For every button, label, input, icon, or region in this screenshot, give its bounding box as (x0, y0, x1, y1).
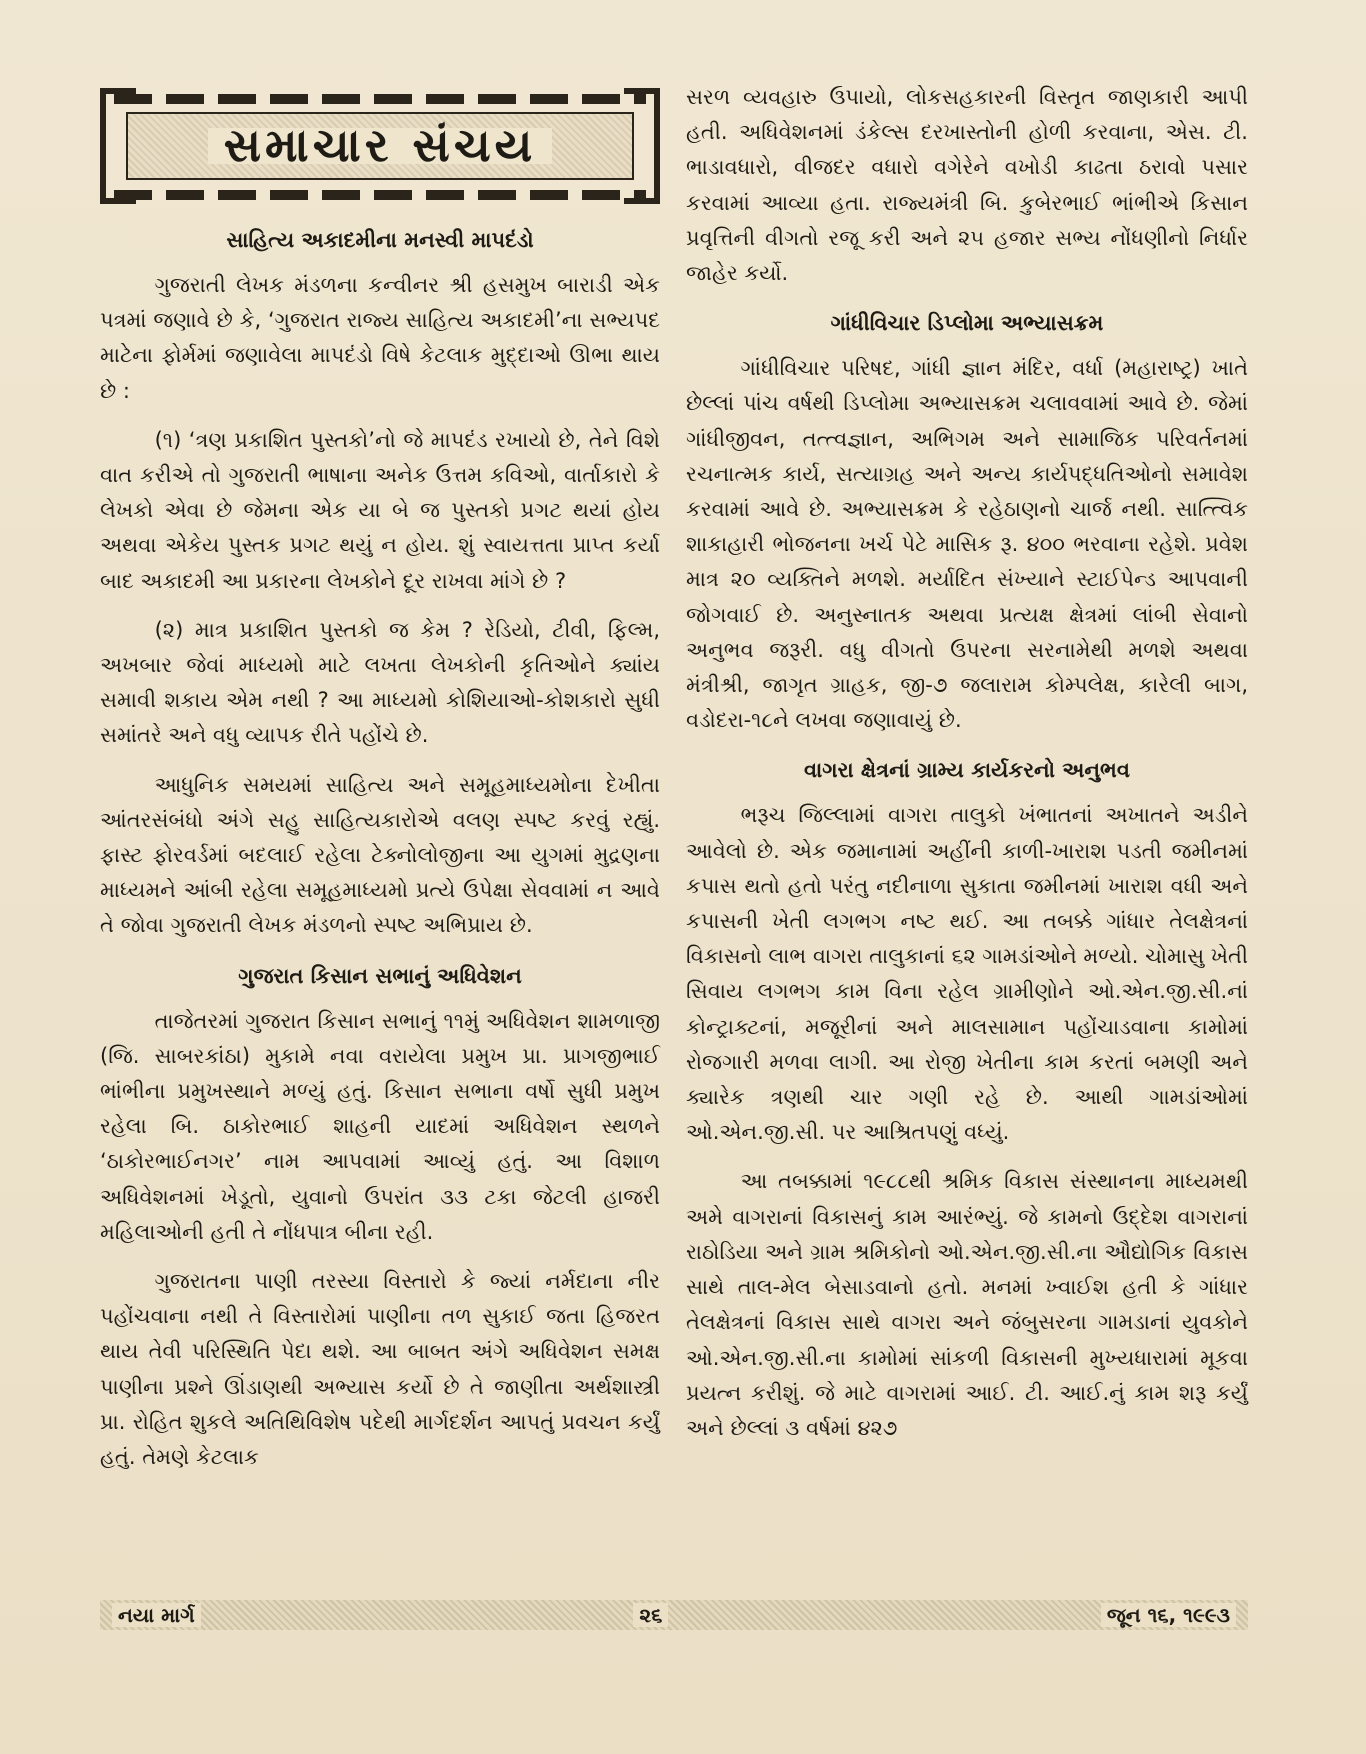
left-column (100, 80, 660, 1489)
paragraph: આધુનિક સમયમાં સાહિત્ય અને સમૂહમાધ્યમોના દેખીતા આંતરસંબંધો અંગે સહુ સાહિત્યકારોએ વલણ સ્પષ્ટ કરવું રહ્યું. ફાસ્ટ ફોરવર્ડમાં બદલાઈ રહેલા ટેક્નોલોજીના આ યુગમાં મુદ્રણના માધ્યમને આંબી રહેલા સમૂહમાધ્યમો પ્રત્યે ઉપેક્ષા સેવવામાં ન આવે તે જોવા ગુજરાતી લેખક મંડળનો સ્પષ્ટ અભિપ્રાય છે. (100, 772, 660, 938)
heading-sahitya-akadami: સાહિત્ય અકાદમીના મનસ્વી માપદંડો (226, 228, 534, 252)
masthead-title: સમાચાર સંચય (208, 128, 553, 163)
paragraph: તાજેતરમાં ગુજરાત કિસાન સભાનું ૧૧મું અધિવેશન શામળાજી (જિ. સાબરકાંઠા) મુકામે નવા વરાયેલા પ્રમુખ પ્રા. પ્રાગજીભાઈ ભાંભીના પ્રમુખસ્થાને મળ્યું હતું. કિસાન સભાના વર્ષો સુધી પ્રમુખ રહેલા બિ. ઠાકોરભાઈ શાહની યાદમાં અધિવેશન સ્થળને ‘ઠાકોરભાઈનગર’ નામ આપવામાં આવ્યું હતું. આ વિશાળ અધિવેશનમાં ખેડૂતો, યુવાનો ઉપરાંત ૩૩ ટકા જેટલી હાજરી મહિલાઓની હતી તે નોંધપાત્ર બીના રહી. (100, 1008, 660, 1244)
paragraph: ભરૂચ જિલ્લામાં વાગરા તાલુકો ખંભાતનાં અખાતને અડીને આવેલો છે. એક જમાનામાં અહીંની કાળી-ખારાશ પડતી જમીનમાં કપાસ થતો હતો પરંતુ નદીનાળા સુકાતા જમીનમાં ખારાશ વધી અને કપાસની ખેતી લગભગ નષ્ટ થઈ. આ તબક્કે ગાંધાર તેલક્ષેત્રનાં વિકાસનો લાભ વાગરા તાલુકાનાં ૬૨ ગામડાંઓને મળ્યો. ચોમાસુ ખેતી સિવાય લગભગ કામ વિના રહેલ ગ્રામીણોને ઓ.એન.જી.સી.નાં કોન્ટ્રાક્ટનાં, મજૂરીનાં અને માલસામાન પહોંચાડવાના કામોમાં રોજગારી મળવા લાગી. આ રોજી ખેતીના કામ કરતાં બમણી અને ક્યારેક ત્રણથી ચાર ગણી રહે છે. આથી ગામડાંઓમાં ઓ.એન.જી.સી. પર આશ્રિતપણું વધ્યું. (686, 803, 1248, 1145)
right-column (686, 80, 1248, 1460)
paragraph: ગુજરાતી લેખક મંડળના કન્વીનર શ્રી હસમુખ બારાડી એક પત્રમાં જણાવે છે કે, ‘ગુજરાત રાજ્ય સાહિત્ય અકાદમી’ના સભ્યપદ માટેના ફોર્મમાં જણાવેલા માપદંડો વિષે કેટલાક મુદ્દાઓ ઊભા થાય છે : (100, 273, 660, 403)
paragraph: ગુજરાતના પાણી તરસ્યા વિસ્તારો કે જ્યાં નર્મદાના નીર પહોંચવાના નથી તે વિસ્તારોમાં પાણીના તળ સુકાઈ જતા હિજરત થાય તેવી પરિસ્થિતિ પેદા થશે. આ બાબત અંગે અધિવેશન સમક્ષ પાણીના પ્રશ્ને ઊંડાણથી અભ્યાસ કર્યો છે તે જાણીતા અર્થશાસ્ત્રી પ્રા. રોહિત શુકલે અતિથિવિશેષ પદેથી માર્ગદર્શન આપતું પ્રવચન કર્યું હતું. તેમણે કેટલાક (100, 1269, 660, 1470)
paragraph: ગાંધીવિચાર પરિષદ, ગાંધી જ્ઞાન મંદિર, વર્ધા (મહારાષ્ટ્ર) ખાતે છેલ્લાં પાંચ વર્ષથી ડિપ્લોમા અભ્યાસક્રમ ચલાવવામાં આવે છે. જેમાં ગાંધીજીવન, તત્ત્વજ્ઞાન, અભિગમ અને સામાજિક પરિવર્તનમાં રચનાત્મક કાર્ય, સત્યાગ્રહ અને અન્ય કાર્યપદ્ધતિઓનો સમાવેશ કરવામાં આવે છે. અભ્યાસક્રમ કે રહેઠાણનો ચાર્જ નથી. સાત્ત્વિક શાકાહારી ભોજનના ખર્ચ પેટે માસિક રૂ. ૪૦૦ ભરવાના રહેશે. પ્રવેશ માત્ર ૨૦ વ્યક્તિને મળશે. મર્યાદિત સંખ્યાને સ્ટાઈપેન્ડ આપવાની જોગવાઈ છે. અનુસ્નાતક અથવા પ્રત્યક્ષ ક્ષેત્રમાં લાંબી સેવાનો અનુભવ જરૂરી. વધુ વીગતો ઉપરના સરનામેથી મળશે અથવા મંત્રીશ્રી, જાગૃત ગ્રાહક, જી-૭ જલારામ કોમ્પલેક્ષ, કારેલી બાગ, વડોદરા-૧૮ને લખવા જણાવાયું છે. (686, 356, 1248, 733)
masthead-dash-top (114, 94, 646, 104)
masthead-box (126, 112, 634, 180)
footer-publication: નયા માર્ગ (112, 1603, 201, 1627)
paragraph: (૧) ‘ત્રણ પ્રકાશિત પુસ્તકો’નો જે માપદંડ રખાયો છે, તેને વિશે વાત કરીએ તો ગુજરાતી ભાષાના અનેક ઉત્તમ કવિઓ, વાર્તાકારો કે લેખકો એવા છે જેમના એક યા બે જ પુસ્તકો પ્રગટ થયાં હોય અથવા એકેય પુસ્તક પ્રગટ થયું ન હોય. શું સ્વાયત્તતા પ્રાપ્ત કર્યા બાદ અકાદમી આ પ્રકારના લેખકોને દૂર રાખવા માંગે છે ? (100, 427, 660, 593)
heading-kisan-sabha: ગુજરાત કિસાન સભાનું અધિવેશન (238, 963, 522, 988)
masthead (100, 80, 660, 210)
paragraph: આ તબક્કામાં ૧૯૮૮થી શ્રમિક વિકાસ સંસ્થાનના માધ્યમથી અમે વાગરાનાં વિકાસનું કામ આરંભ્યું. જે કામનો ઉદ્દેશ વાગરાનાં રાઠોડિયા અને ગ્રામ શ્રમિકોનો ઓ.એન.જી.સી.ના ઔદ્યોગિક વિકાસ સાથે તાલ-મેલ બેસાડવાનો હતો. મનમાં ખ્વાઈશ હતી કે ગાંધાર તેલક્ષેત્રનાં વિકાસ સાથે વાગરા અને જંબુસરના ગામડાનાં યુવકોને ઓ.એન.જી.સી.ના કામોમાં સાંકળી વિકાસની મુખ્યધારામાં મૂકવા પ્રયત્ન કરીશું. જે માટે વાગરામાં આઈ. ટી. આઈ.નું કામ શરૂ કર્યું અને છેલ્લાં ૩ વર્ષમાં ૪૨૭ (686, 1169, 1248, 1440)
heading-vagara-karyakar: વાગરા ક્ષેત્રનાં ગ્રામ્ય કાર્યકરનો અનુભવ (804, 758, 1130, 783)
footer-date: જૂન ૧૬, ૧૯૯૩ (1101, 1603, 1236, 1627)
paragraph: (૨) માત્ર પ્રકાશિત પુસ્તકો જ કેમ ? રેડિયો, ટીવી, ફિલ્મ, અખબાર જેવાં માધ્યમો માટે લખતા લેખકોની કૃતિઓને ક્યાંય સમાવી શકાય એમ નથી ? આ માધ્યમો કોશિયાઓ-કોશકારો સુધી સમાંતરે અને વધુ વ્યાપક રીતે પહોંચે છે. (100, 617, 660, 748)
footer-page-number: ૨૬ (633, 1603, 668, 1627)
paragraph: સરળ વ્યવહારુ ઉપાયો, લોકસહકારની વિસ્તૃત જાણકારી આપી હતી. અધિવેશનમાં ડંકેલ્સ દરખાસ્તોની હોળી કરવાના, એસ. ટી. ભાડાવધારો, વીજદર વધારો વગેરેને વખોડી કાઢતા ઠરાવો પસાર કરવામાં આવ્યા હતા. રાજ્યમંત્રી બિ. કુબેરભાઈ ભાંભીએ કિસાન પ્રવૃત્તિની વીગતો રજૂ કરી અને ૨૫ હજાર સભ્ય નોંધણીનો નિર્ધાર જાહેર કર્યો. (686, 85, 1248, 286)
masthead-dash-bottom (114, 190, 646, 200)
heading-gandhivichar-diploma: ગાંધીવિચાર ડિપ્લોમા અભ્યાસક્રમ (830, 311, 1104, 336)
page-footer (100, 1600, 1248, 1630)
